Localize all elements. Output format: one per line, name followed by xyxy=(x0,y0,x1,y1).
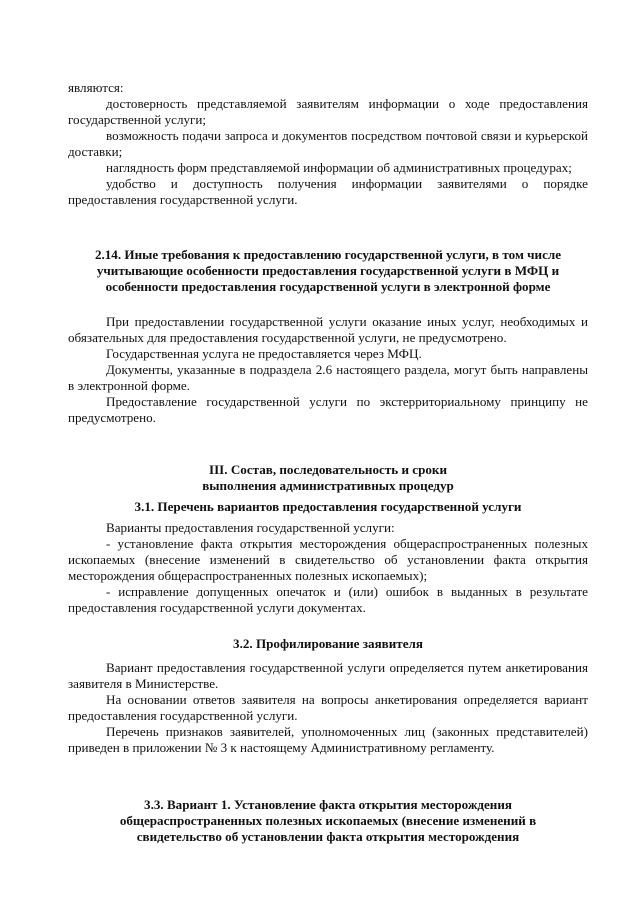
intro-item: достоверность представляемой заявителям информации о ходе предоставления государственной услуги; xyxy=(68,96,588,127)
section-3-2-body xyxy=(68,660,588,756)
section-3-2-heading: 3.2. Профилирование заявителя xyxy=(233,636,423,651)
paragraph: При предоставлении государственной услуги оказание иных услуг, необходимых и обязательных для предоставления государственной услуги, не предусмотрено. xyxy=(68,314,588,345)
section-3-heading: III. Состав, последовательность и сроки выполнения административных процедур xyxy=(202,462,454,493)
section-3-3 xyxy=(68,797,588,845)
section-3-3-heading: 3.3. Вариант 1. Установление факта открытия месторождения общераспространенных полезных ископаемых (внесение изменений в свидетельство об установлении факта открытия месторождения xyxy=(119,797,537,844)
intro-item: удобство и доступность получения информации заявителями о порядке предоставления государственной услуги. xyxy=(68,176,588,207)
intro-item: наглядность форм представляемой информации об административных процедурах; xyxy=(106,160,572,175)
section-3-2 xyxy=(68,636,588,652)
section-3-1 xyxy=(68,499,588,515)
paragraph: Вариант предоставления государственной услуги определяется путем анкетирования заявителя в Министерстве. xyxy=(68,660,588,691)
intro-block xyxy=(68,80,588,208)
intro-item: возможность подачи запроса и документов посредством почтовой связи и курьерской доставки; xyxy=(68,128,588,159)
paragraph: Документы, указанные в подраздела 2.6 настоящего раздела, могут быть направлены в электронной форме. xyxy=(68,362,588,393)
section-2-14-body xyxy=(68,314,588,426)
section-2-14-heading: 2.14. Иные требования к предоставлению государственной услуги, в том числе учитывающие особенности предоставления государственной услуги в МФЦ и особенности предоставления государственной услуги в электронной форме xyxy=(94,247,562,294)
paragraph: Государственная услуга не предоставляется через МФЦ. xyxy=(106,346,422,361)
section-2-14 xyxy=(68,247,588,295)
intro-lead: являются: xyxy=(68,80,124,95)
section-3-1-body xyxy=(68,520,588,616)
paragraph: Варианты предоставления государственной услуги: xyxy=(106,520,395,535)
section-3-1-heading: 3.1. Перечень вариантов предоставления государственной услуги xyxy=(134,499,522,514)
paragraph: Предоставление государственной услуги по экстерриториальному принципу не предусмотрено. xyxy=(68,394,588,425)
paragraph: - установление факта открытия месторождения общераспространенных полезных ископаемых (внесение изменений в свидетельство об установлении факта открытия месторождения общераспространенных полезных ископаемых); xyxy=(68,536,588,583)
paragraph: На основании ответов заявителя на вопросы анкетирования определяется вариант предоставления государственной услуги. xyxy=(68,692,588,723)
paragraph: Перечень признаков заявителей, уполномоченных лиц (законных представителей) приведен в приложении № 3 к настоящему Административному регламенту. xyxy=(68,724,588,755)
section-3 xyxy=(68,462,588,494)
paragraph: - исправление допущенных опечаток и (или) ошибок в выданных в результате предоставления государственной услуги документах. xyxy=(68,584,588,615)
